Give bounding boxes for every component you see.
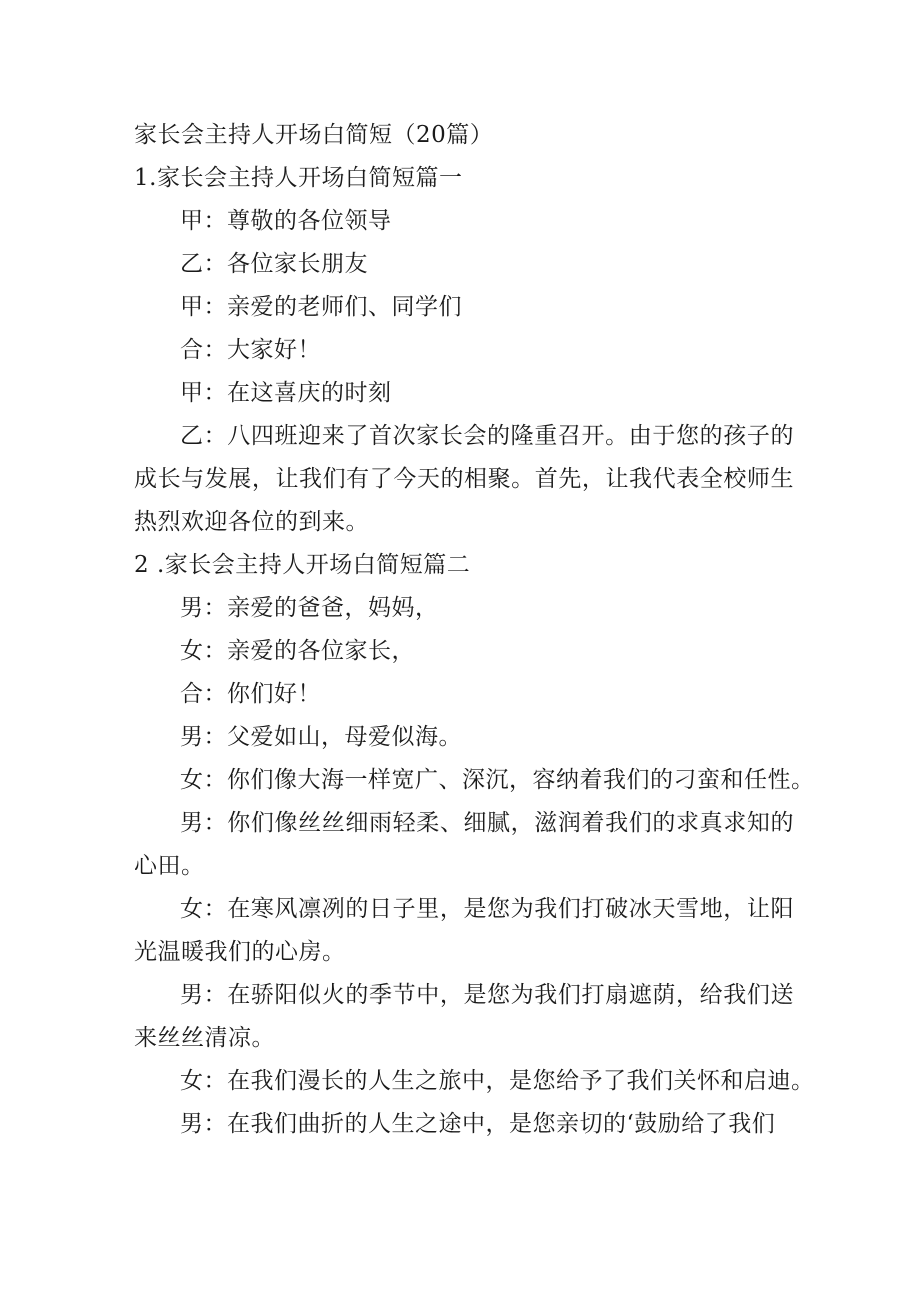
dialogue-line: 女：亲爱的各位家长，	[180, 638, 415, 664]
dialogue-line: 男：亲爱的爸爸，妈妈，	[180, 595, 439, 621]
section-heading-2: 2 .家长会主持人开场白简短篇二	[134, 552, 471, 578]
section-heading-1: 1.家长会主持人开场白简短篇一	[134, 165, 463, 191]
dialogue-line: 男：在我们曲折的人生之途中，是您亲切的‘鼓励给了我们	[180, 1111, 776, 1137]
dialogue-line: 女：你们像大海一样宽广、深沉，容纳着我们的刁蛮和任性。	[180, 767, 815, 793]
dialogue-line: 女：在我们漫长的人生之旅中，是您给予了我们关怀和启迪。	[180, 1068, 815, 1094]
dialogue-paragraph: 女：在寒风凛冽的日子里，是您为我们打破冰天雪地，让阳光温暖我们的心房。	[134, 896, 794, 965]
dialogue-line: 乙：各位家长朋友	[180, 251, 368, 277]
dialogue-line: 甲：在这喜庆的时刻	[180, 380, 392, 406]
dialogue-line: 甲：亲爱的老师们、同学们	[180, 294, 462, 320]
dialogue-line: 合：你们好！	[180, 681, 321, 707]
dialogue-line: 男：父爱如山，母爱似海。	[180, 724, 462, 750]
dialogue-paragraph: 男：在骄阳似火的季节中，是您为我们打扇遮荫，给我们送来丝丝清凉。	[134, 982, 794, 1051]
document-body	[134, 114, 815, 1146]
document-title: 家长会主持人开场白简短（20篇）	[134, 122, 494, 148]
dialogue-paragraph: 男：你们像丝丝细雨轻柔、细腻，滋润着我们的求真求知的心田。	[134, 810, 794, 879]
dialogue-line: 甲：尊敬的各位领导	[180, 208, 392, 234]
dialogue-line: 合：大家好！	[180, 337, 321, 363]
dialogue-paragraph: 乙：八四班迎来了首次家长会的隆重召开。由于您的孩子的成长与发展，让我们有了今天的相聚。首先，让我代表全校师生热烈欢迎各位的到来。	[134, 423, 794, 535]
